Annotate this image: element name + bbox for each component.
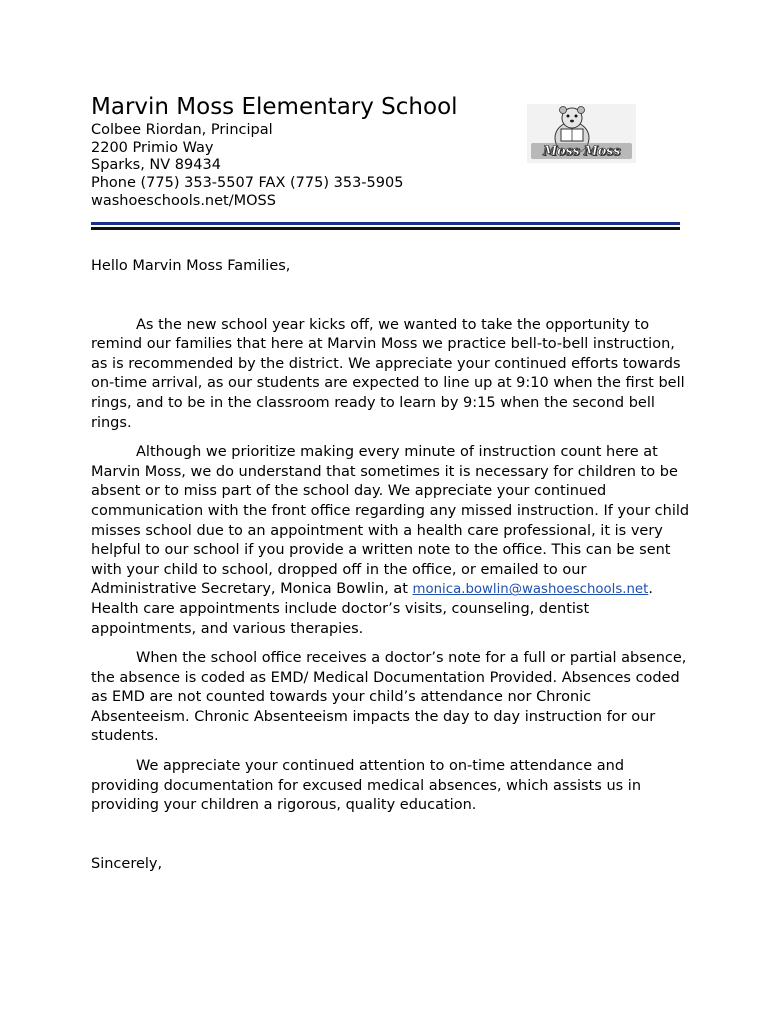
paragraph-absences: [91, 443, 691, 639]
paragraph-bell-to-bell: As the new school year kicks off, we wanted to take the opportunity to remind our families that here at Marvin Moss we practice bell-to-bell instruction, as is recommended by the district. We appreciate your continued efforts towards on-time arrival, as our students are expected to line up at 9:10 when the first bell rings, and to be in the classroom ready to learn by 9:15 when the second bell rings.: [91, 316, 685, 431]
logo-wordmark: Moss Moss: [542, 144, 621, 159]
school-name: Marvin Moss Elementary School: [91, 94, 458, 120]
phone-fax: Phone (775) 353-5507 FAX (775) 353-5905: [91, 175, 404, 192]
absences-text: Although we prioritize making every minute of instruction count here at Marvin Moss, we do understand that sometimes it is necessary for children to be absent or to miss part of the school day. We appreciate your continued communication with the front office regarding any missed instruction. If your child misses school due to an appointment with a health care professional, it is very helpful to our school if you provide a written note to the office. This can be sent with your child to school, dropped off in the office, or emailed to our Administrative Secretary, Monica Bowlin, at: [91, 444, 690, 598]
header-rule-black: [91, 227, 680, 230]
closing: Sincerely,: [91, 855, 163, 872]
school-logo: [527, 104, 636, 163]
letterhead: [91, 92, 531, 211]
email-link[interactable]: monica.bowlin@washoeschools.net: [412, 582, 649, 598]
paragraph-emd-coding: When the school office receives a doctor’s note for a full or partial absence, the absence is coded as EMD/ Medical Documentation Provided. Absences coded as EMD are not counted towards your child’s attendance nor Chronic Absenteeism. Chronic Absenteeism impacts the day to day instruction for our students.: [91, 650, 687, 745]
principal-name: Colbee Riordan, Principal: [91, 122, 273, 138]
greeting: Hello Marvin Moss Families,: [91, 258, 291, 274]
header-rule-blue: [91, 222, 680, 225]
appointments-text: . Health care appointments include doctor’s visits, counseling, dentist appointments, and various therapies.: [91, 581, 653, 637]
street-address: 2200 Primio Way: [91, 139, 214, 156]
school-website: washoeschools.net/MOSS: [91, 192, 276, 209]
paragraph-appreciation: We appreciate your continued attention to on-time attendance and providing documentation for excused medical absences, which assists us in providing your children a rigorous, quality education.: [91, 758, 642, 814]
letter-body: [91, 257, 691, 874]
city-state-zip: Sparks, NV 89434: [91, 157, 221, 174]
